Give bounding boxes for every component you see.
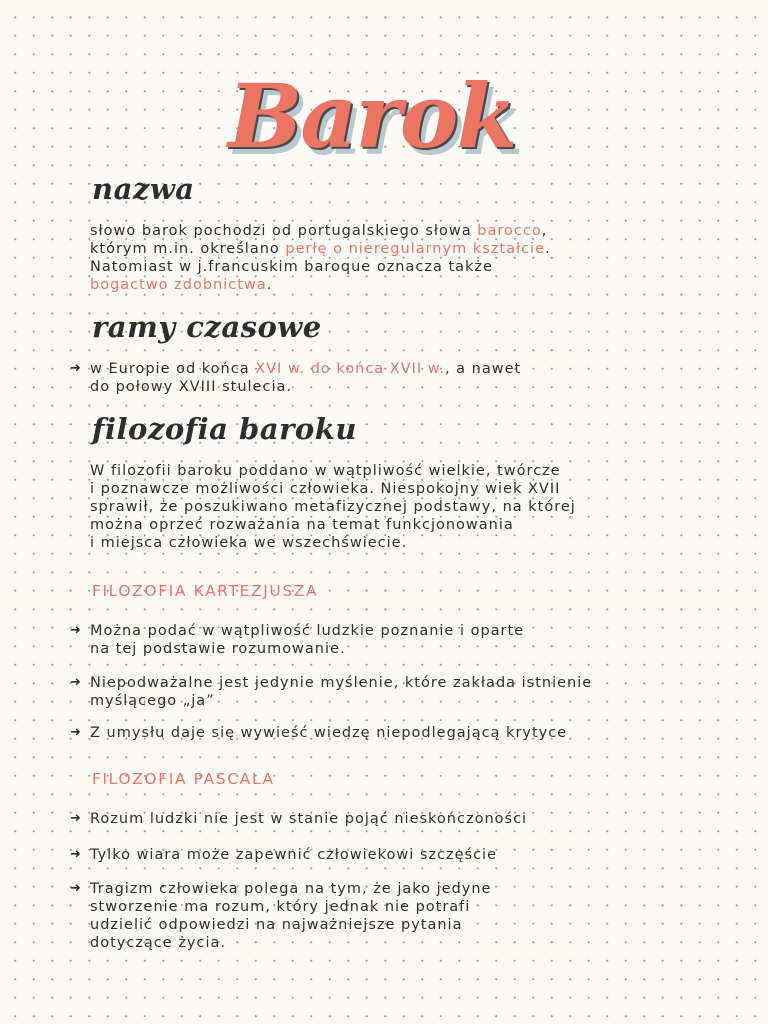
highlight-barocco: barocco <box>477 223 542 239</box>
text: można oprzeć rozważania na temat funkcjonowania <box>90 517 514 533</box>
text: udzielić odpowiedzi na najważniejsze pytania <box>90 917 463 933</box>
text: do połowy XVIII stulecia. <box>90 379 292 395</box>
text: i miejsca człowieka we wszechświecie. <box>90 535 408 551</box>
list-item <box>70 622 710 658</box>
list-item <box>70 810 710 828</box>
text: Można podać w wątpliwość ludzkie poznanie i oparte <box>90 623 525 639</box>
highlight-bogactwo: bogactwo zdobnictwa <box>90 277 267 293</box>
arrow-right-icon: ➜ <box>70 361 82 376</box>
arrow-right-icon: ➜ <box>70 847 82 862</box>
text: w Europie od końca <box>90 361 256 377</box>
highlight-dates: XVI w. do końca XVII w. <box>255 361 445 377</box>
text: myślącego „ja” <box>90 693 215 709</box>
text: W filozofii baroku poddano w wątpliwość wielkie, twórcze <box>90 463 561 479</box>
text: na tej podstawie rozumowanie. <box>90 641 346 657</box>
paragraph-filozofia <box>90 462 710 552</box>
arrow-right-icon: ➜ <box>70 623 82 638</box>
list-item <box>70 674 710 710</box>
text: . <box>266 277 273 293</box>
text: stworzenie ma rozum, który jednak nie potrafi <box>90 899 471 915</box>
text: Tylko wiara może zapewnić człowiekowi szczęście <box>90 847 497 863</box>
text: słowo barok pochodzi od portugalskiego słowa <box>90 223 478 239</box>
text: Natomiast w j.francuskim baroque oznacza także <box>90 259 493 275</box>
text: , a nawet <box>444 361 522 377</box>
heading-pascal: FILOZOFIA PASCALA <box>92 770 275 788</box>
text: i poznawcze możliwości człowieka. Niespokojny wiek XVII <box>90 481 561 497</box>
text: Tragizm człowieka polega na tym, że jako jedyne <box>90 881 492 897</box>
arrow-right-icon: ➜ <box>70 725 82 740</box>
list-item <box>70 724 710 742</box>
text: sprawił, że poszukiwano metafizycznej podstawy, na której <box>90 499 576 515</box>
arrow-right-icon: ➜ <box>70 881 82 896</box>
paragraph-nazwa <box>90 222 710 294</box>
list-item <box>70 880 710 952</box>
text: Niepodważalne jest jedynie myślenie, które zakłada istnienie <box>90 675 593 691</box>
page-title: Barok <box>228 64 516 168</box>
text: Rozum ludzki nie jest w stanie pojąć nieskończoności <box>90 811 528 827</box>
arrow-right-icon: ➜ <box>70 811 82 826</box>
text: którym m.in. określano <box>90 241 286 257</box>
list-item <box>70 360 710 396</box>
list-item <box>70 846 710 864</box>
heading-ramy-czasowe: ramy czasowe <box>92 310 322 344</box>
text: dotyczące życia. <box>90 935 227 951</box>
text: . <box>545 241 551 257</box>
heading-kartezjusz: FILOZOFIA KARTEZJUSZA <box>92 582 319 600</box>
heading-filozofia-baroku: filozofia baroku <box>92 412 357 446</box>
arrow-right-icon: ➜ <box>70 675 82 690</box>
text: , <box>541 223 548 239</box>
highlight-perla: perłę o nieregularnym kształcie <box>285 241 545 257</box>
heading-nazwa: nazwa <box>92 172 195 206</box>
text: Z umysłu daje się wywieść wiedzę niepodlegającą krytyce <box>90 725 568 741</box>
